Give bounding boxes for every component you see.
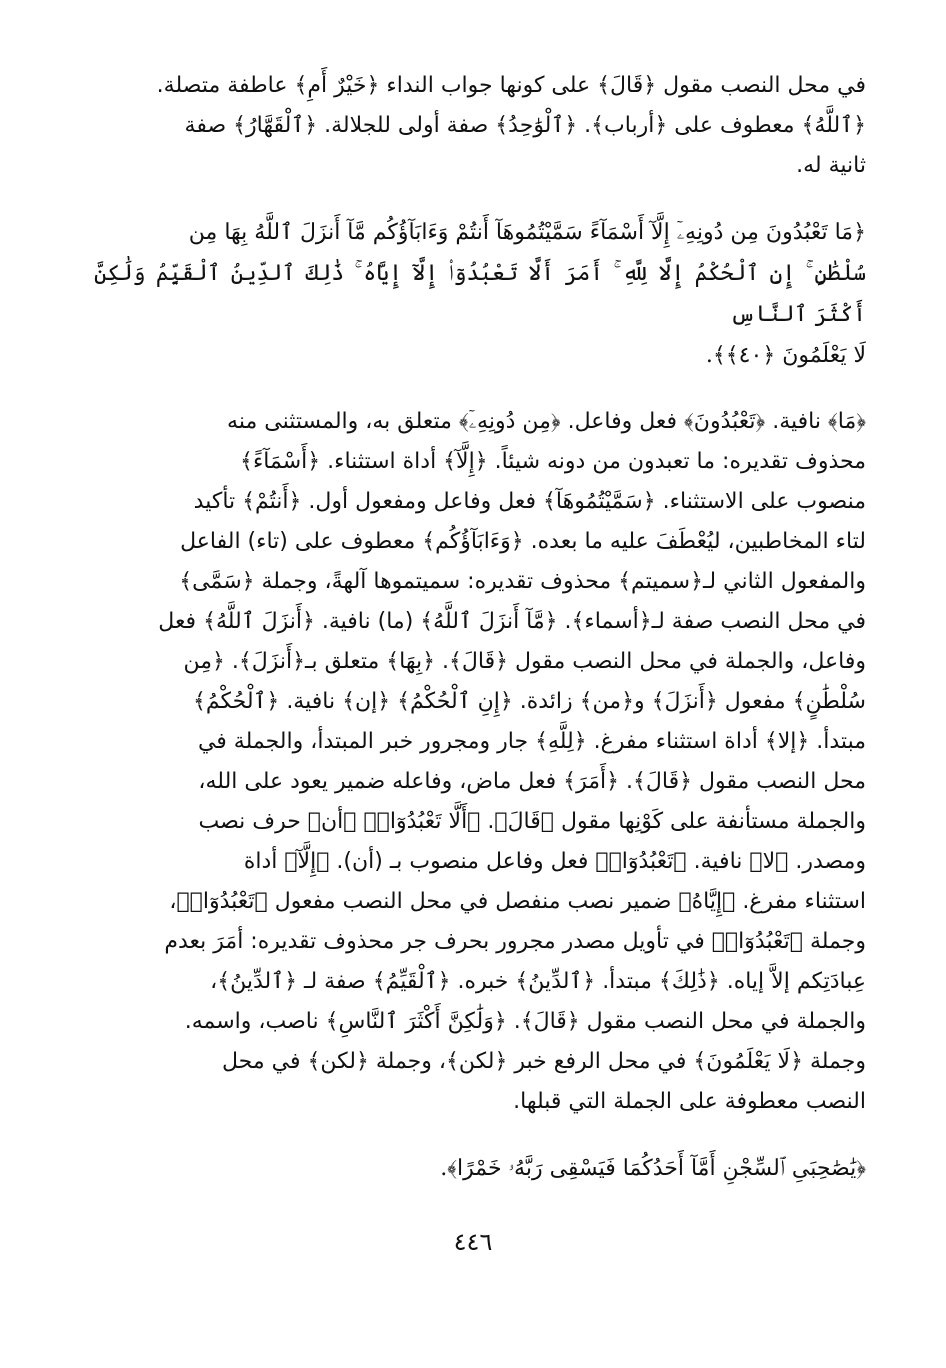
- text-line: والجملة مستأنفة على كَوْنِها مقول ﴿قَالَ﴾. ﴿أَلَّا تَعْبُدُوٓا۟﴾ ﴿أن﴾ حرف نصب: [198, 809, 866, 834]
- text-line: وجملة ﴿لَا يَعْلَمُونَ﴾ في محل الرفع خبر ﴿لكن﴾، وجملة ﴿لكن﴾ في محل: [222, 1049, 866, 1074]
- paragraph-grammar: [94, 402, 866, 1122]
- text-line: منصوب على الاستثناء. ﴿سَمَّيْتُمُوهَآ﴾ فعل وفاعل ومفعول أول. ﴿أَنتُمْ﴾ تأكيد: [193, 489, 866, 514]
- text-line: ومصدر. ﴿لا﴾ نافية. ﴿تَعْبُدُوٓا۟﴾ فعل وفاعل منصوب بـ (أن). ﴿إِلَّآ﴾ أداة: [243, 849, 866, 874]
- text-line: في محل النصب صفة لـ﴿أسماء﴾. ﴿مَّآ أَنزَلَ ٱللَّهُ﴾ (ما) نافية. ﴿أَنزَلَ ٱللَّهُ﴾ فعل: [158, 609, 866, 634]
- text-line: والمفعول الثاني لـ﴿سميتم﴾ محذوف تقديره: سميتموها آلهةً، وجملة ﴿سَمَّى﴾: [179, 569, 866, 594]
- text-line: ﴿مَا﴾ نافية. ﴿تَعْبُدُونَ﴾ فعل وفاعل. ﴿مِن دُونِهِۦٓ﴾ متعلق به، والمستثنى منه: [227, 409, 866, 434]
- text-line: ثانية له.: [796, 153, 866, 178]
- text-line: ﴿ٱللَّهُ﴾ معطوف على ﴿أرباب﴾. ﴿ٱلْوَٰحِدُ﴾ صفة أولى للجلالة. ﴿ٱلْقَهَّارُ﴾ صفة: [184, 113, 866, 138]
- text-line: استثناء مفرغ. ﴿إِيَّاهُ﴾ ضمير نصب منفصل في محل النصب مفعول ﴿تَعْبُدُوٓا۟﴾،: [169, 889, 866, 914]
- verse-line: لَا يَعْلَمُونَ ﴿٤٠﴾﴾.: [705, 343, 866, 368]
- spacer: [94, 186, 866, 212]
- verse-line: ﴿يَٰصَٰحِبَىِ ٱلسِّجْنِ أَمَّآ أَحَدُكُمَا فَيَسْقِى رَبَّهُۥ خَمْرًا﴾.: [440, 1156, 866, 1181]
- quran-verse: [94, 1148, 866, 1189]
- text-line: في محل النصب مقول ﴿قَالَ﴾ على كونها جواب النداء ﴿خَيْرٌ أَمِ﴾ عاطفة متصلة.: [156, 73, 866, 98]
- page-number: ٤٤٦: [453, 1228, 493, 1256]
- paragraph-intro: [94, 66, 866, 186]
- text-line: النصب معطوفة على الجملة التي قبلها.: [513, 1089, 866, 1114]
- spacer: [94, 376, 866, 402]
- text-line: وفاعل، والجملة في محل النصب مقول ﴿قَالَ﴾. ﴿بِهَا﴾ متعلق بـ﴿أَنزَلَ﴾. ﴿مِن: [183, 649, 866, 674]
- text-line: محذوف تقديره: ما تعبدون من دونه شيئاً. ﴿إِلَّآ﴾ أداة استثناء. ﴿أَسْمَآءً﴾: [240, 449, 866, 474]
- text-line: محل النصب مقول ﴿قَالَ﴾. ﴿أَمَرَ﴾ فعل ماض، وفاعله ضمير يعود على الله،: [198, 769, 866, 794]
- text-line: وجملة ﴿تَعْبُدُوٓا۟﴾ في تأويل مصدر مجرور بحرف جر محذوف تقديره: أمَرَ بعدم: [164, 929, 866, 954]
- text-line: والجملة في محل النصب مقول ﴿قَالَ﴾. ﴿وَلَٰكِنَّ أَكْثَرَ ٱلنَّاسِ﴾ ناصب، واسمه.: [184, 1009, 866, 1034]
- text-line: عِبادَتِكم إلاَّ إياه. ﴿ذَٰلِكَ﴾ مبتدأ. ﴿ٱلدِّينُ﴾ خبره. ﴿ٱلْقَيِّمُ﴾ صفة لـ ﴿ٱلدِّينُ﴾،: [210, 969, 866, 994]
- verse-line: سُلْطَٰنٍ ۚ إِنِ ٱلْحُكْمُ إِلَّا لِلَّهِ ۚ أَمَرَ أَلَّا تَعْبُدُوٓا۟ إِلَّآ إِيَّاهُ ۚ ذَٰلِكَ ٱلدِّينُ ٱلْقَيِّمُ وَلَٰكِنَّ أَكْثَرَ ٱلنَّاسِ: [94, 261, 866, 327]
- quran-verse: [94, 212, 866, 376]
- text-line: لتاء المخاطبين، ليُعْطَفَ عليه ما بعده. ﴿وَءَابَآؤُكُم﴾ معطوف على (تاء) الفاعل: [180, 529, 866, 554]
- spacer: [94, 1122, 866, 1148]
- text-line: مبتدأ. ﴿إلا﴾ أداة استثناء مفرغ. ﴿لِلَّهِ﴾ جار ومجرور خبر المبتدأ، والجملة في: [197, 729, 866, 754]
- text-line: سُلْطَٰنٍ﴾ مفعول ﴿أَنزَلَ﴾ و﴿من﴾ زائدة. ﴿إِنِ ٱلْحُكْمُ﴾ ﴿إن﴾ نافية. ﴿ٱلْحُكْمُ﴾: [192, 689, 866, 714]
- verse-line: ﴿مَا تَعْبُدُونَ مِن دُونِهِۦٓ إِلَّآ أَسْمَآءً سَمَّيْتُمُوهَآ أَنتُمْ وَءَابَآؤُكُم مَّآ أَنزَلَ ٱللَّهُ بِهَا مِن: [188, 220, 866, 245]
- page-body: [94, 66, 866, 1189]
